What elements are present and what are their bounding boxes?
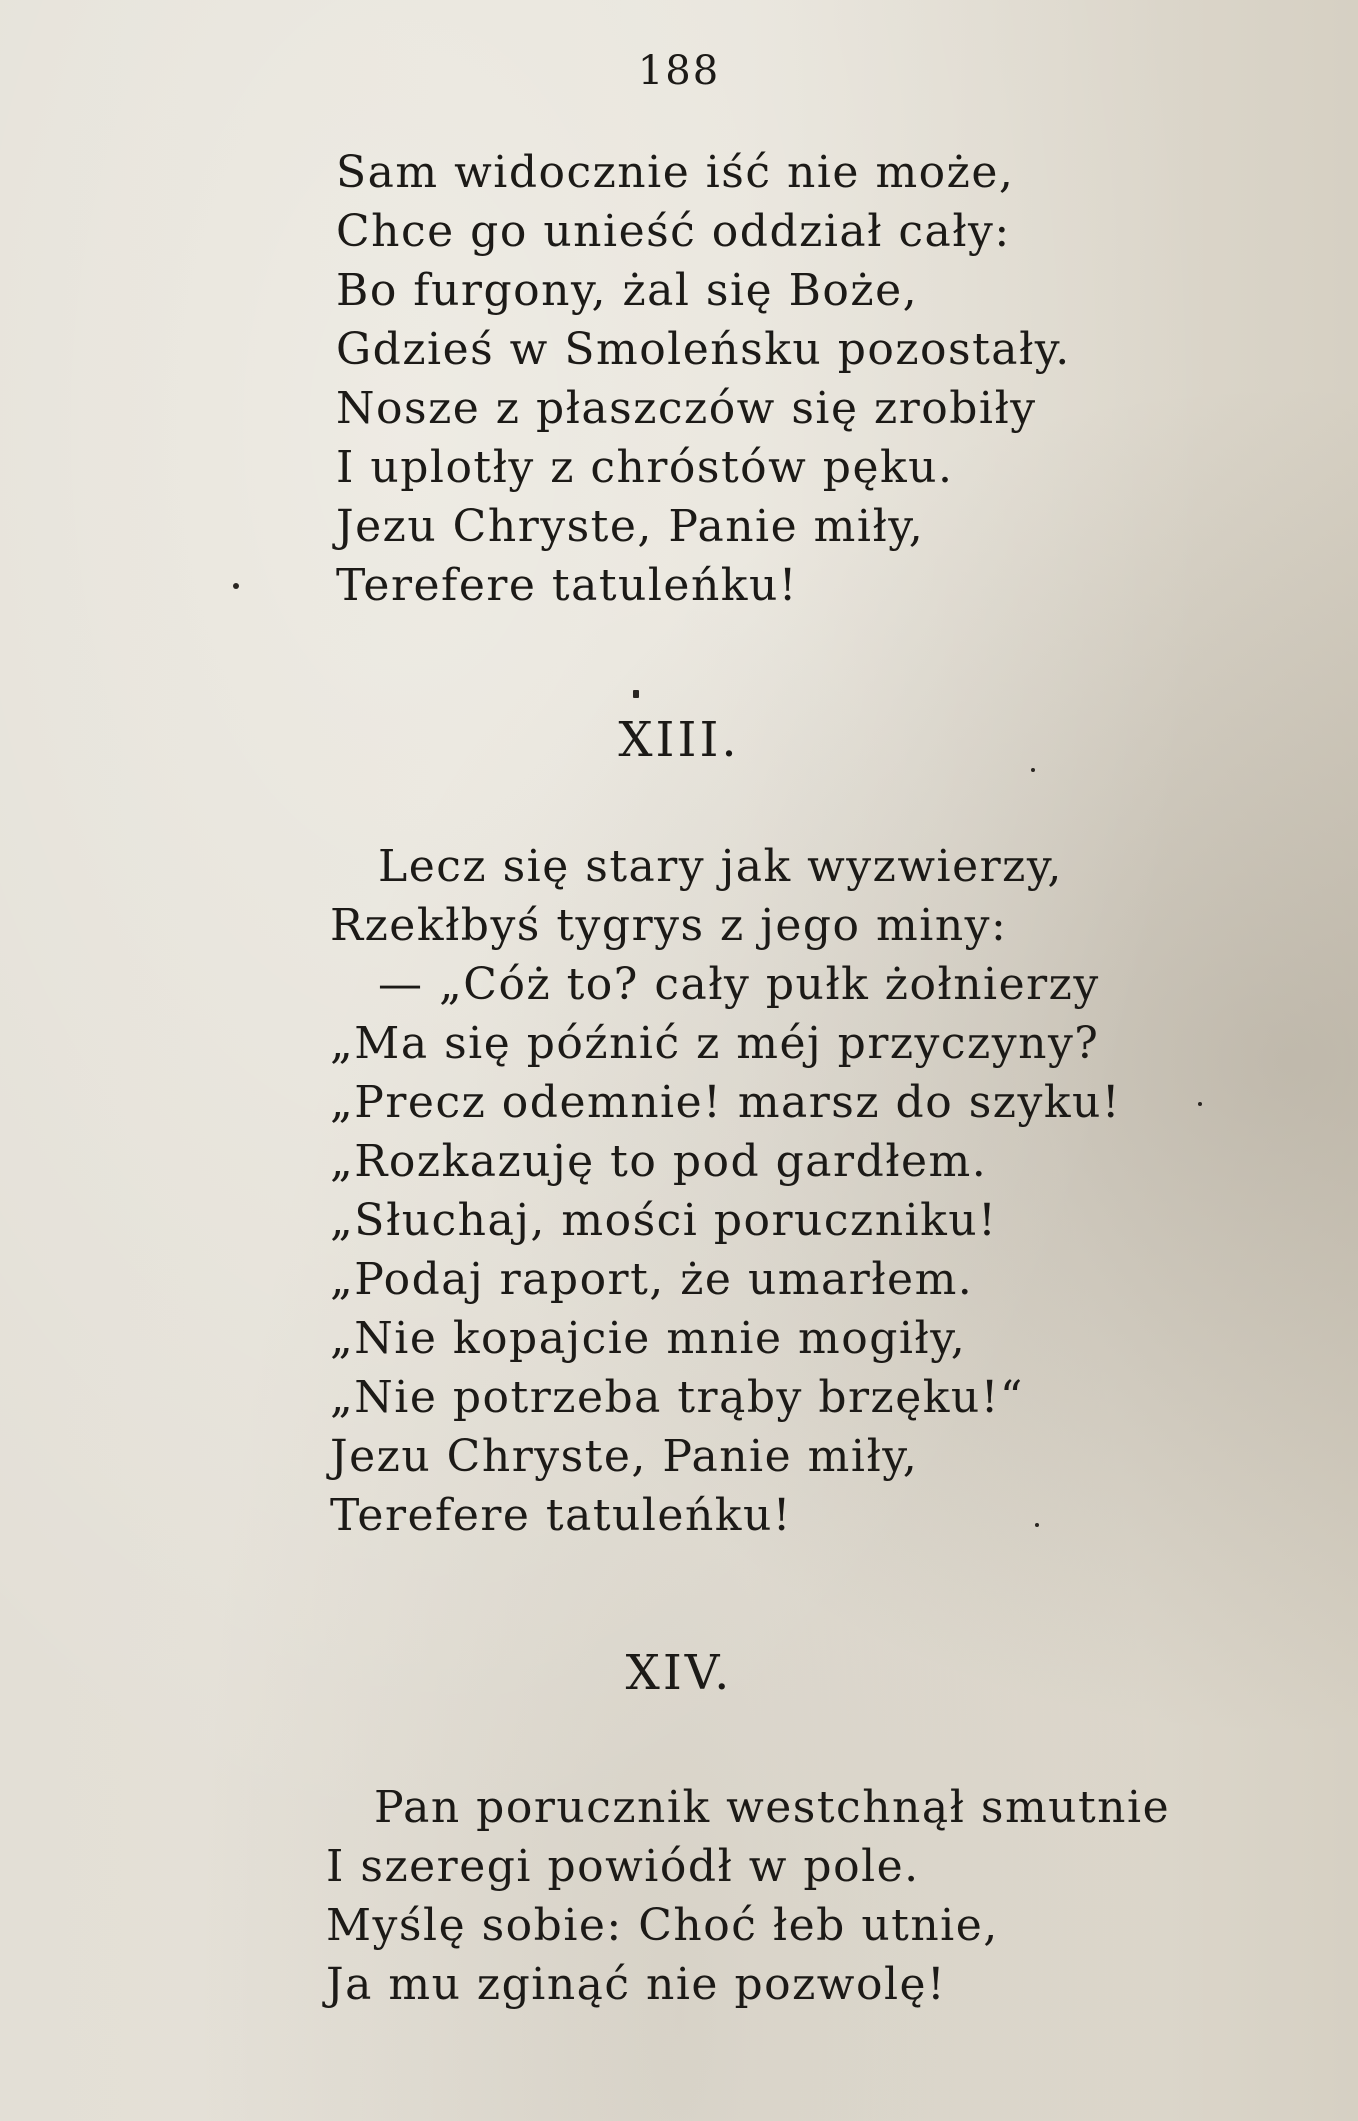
page-number: 188	[637, 48, 721, 94]
paper-speck	[633, 690, 639, 698]
section-heading: XIII.	[618, 712, 740, 768]
verse-line: Pan porucznik westchnął smutnie	[374, 1782, 1171, 1833]
verse-line: „Nie kopajcie mnie mogiły,	[330, 1313, 967, 1364]
verse-line: Gdzieś w Smoleńsku pozostały.	[336, 324, 1071, 375]
verse-line: I szeregi powiódł w pole.	[326, 1841, 920, 1892]
verse-line: „Ma się późnić z méj przyczyny?	[330, 1018, 1100, 1069]
verse-line: Nosze z płaszczów się zrobiły	[336, 383, 1037, 434]
verse-line: Sam widocznie iść nie może,	[336, 147, 1015, 198]
paper-speck	[1035, 1523, 1039, 1527]
verse-line: „Rozkazuję to pod gardłem.	[330, 1136, 988, 1187]
verse-line: Myślę sobie: Choć łeb utnie,	[326, 1900, 999, 1951]
verse-line: Jezu Chryste, Panie miły,	[336, 501, 925, 552]
verse-line: Rzekłbyś tygrys z jego miny:	[330, 900, 1008, 951]
verse-line: „Podaj raport, że umarłem.	[330, 1254, 974, 1305]
stanza	[336, 143, 1071, 615]
paper-speck	[233, 583, 239, 589]
verse-line: Chce go unieść oddział cały:	[336, 206, 1011, 257]
verse-line: I uplotły z chróstów pęku.	[336, 442, 954, 493]
verse-line: „Nie potrzeba trąby brzęku!“	[330, 1372, 1024, 1423]
paper-speck	[1198, 1102, 1202, 1106]
section-heading: XIV.	[625, 1645, 733, 1701]
verse-line: „Precz odemnie! marsz do szyku!	[330, 1077, 1121, 1128]
verse-line: „Słuchaj, mości poruczniku!	[330, 1195, 998, 1246]
verse-line: Lecz się stary jak wyzwierzy,	[378, 841, 1063, 892]
stanza	[330, 837, 1121, 1545]
verse-line: Terefere tatuleńku!	[336, 560, 798, 611]
stanza	[326, 1778, 1170, 2014]
verse-line: Ja mu zginąć nie pozwolę!	[326, 1959, 947, 2010]
verse-line: Jezu Chryste, Panie miły,	[330, 1431, 919, 1482]
paper-speck	[1031, 768, 1035, 772]
verse-line: Terefere tatuleńku!	[330, 1490, 792, 1541]
verse-line: — „Cóż to? cały pułk żołnierzy	[378, 959, 1100, 1010]
verse-line: Bo furgony, żal się Boże,	[336, 265, 919, 316]
